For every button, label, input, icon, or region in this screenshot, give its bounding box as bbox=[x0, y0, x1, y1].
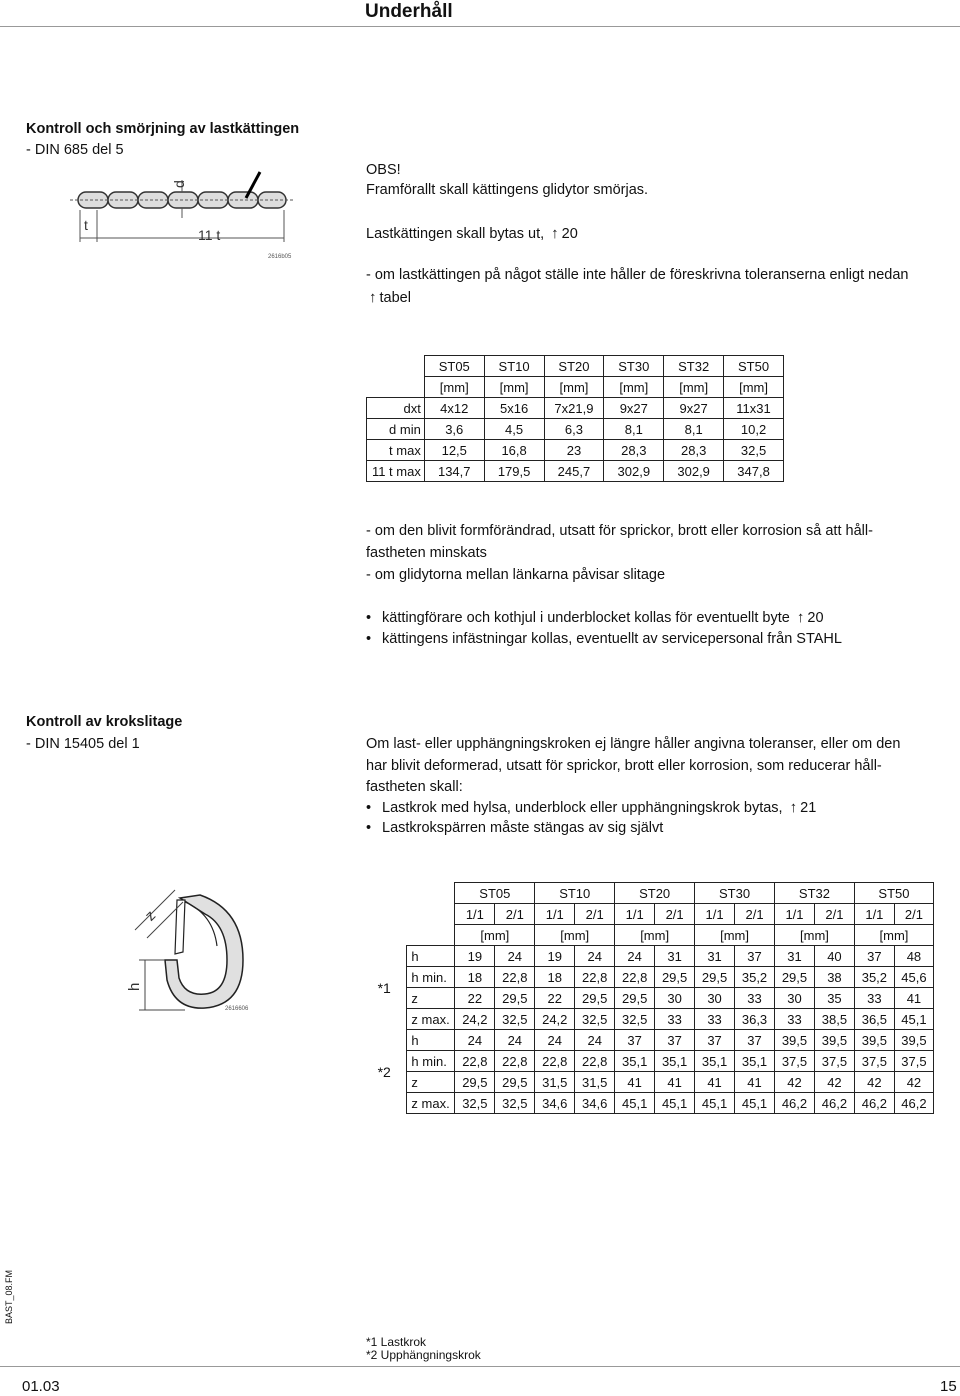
cond3-line: - om glidytorna mellan länkarna påvisar slitage bbox=[366, 567, 666, 583]
group-label: *1 bbox=[377, 979, 391, 996]
table-cell: 37 bbox=[735, 1030, 775, 1051]
row-label: z bbox=[407, 988, 455, 1009]
table-corner bbox=[367, 356, 425, 398]
table-cell: 16,8 bbox=[484, 440, 544, 461]
table-cell: 9x27 bbox=[664, 398, 724, 419]
group-label: *2 bbox=[377, 1063, 391, 1080]
unit-cell: [mm] bbox=[604, 377, 664, 398]
replace-ref: 20 bbox=[561, 226, 578, 242]
table-cell: 22 bbox=[455, 988, 495, 1009]
table-cell: 46,2 bbox=[814, 1093, 854, 1114]
col-header: ST32 bbox=[664, 356, 724, 377]
reference-arrow-icon: ↑ bbox=[789, 799, 798, 816]
table-cell: 10,2 bbox=[724, 419, 784, 440]
table-cell: 29,5 bbox=[455, 1072, 495, 1093]
table-row bbox=[362, 1072, 934, 1093]
table-cell: 35 bbox=[814, 988, 854, 1009]
table-cell: 302,9 bbox=[604, 461, 664, 482]
section-subtitle-hook: - DIN 15405 del 1 bbox=[26, 736, 140, 752]
table-cell: 24 bbox=[455, 1030, 495, 1051]
table-cell: 37 bbox=[854, 946, 894, 967]
table-cell: 29,5 bbox=[575, 988, 615, 1009]
cond1-tabel: tabel bbox=[379, 290, 411, 306]
table-cell: 24,2 bbox=[455, 1009, 495, 1030]
table-row bbox=[362, 1009, 934, 1030]
table-cell: 29,5 bbox=[655, 967, 695, 988]
table-cell: 33 bbox=[735, 988, 775, 1009]
ratio-cell: 1/1 bbox=[535, 904, 575, 925]
label-h: h bbox=[126, 982, 143, 991]
table-cell: 33 bbox=[775, 1009, 815, 1030]
reference-arrow-icon: ↑ bbox=[551, 225, 559, 242]
unit-cell: [mm] bbox=[455, 925, 535, 946]
row-label: z max. bbox=[407, 1093, 455, 1114]
row-label: h bbox=[407, 1030, 455, 1051]
table-cell: 39,5 bbox=[775, 1030, 815, 1051]
col-header: ST20 bbox=[615, 883, 695, 904]
table-row bbox=[362, 1093, 934, 1114]
table-cell: 29,5 bbox=[495, 1072, 535, 1093]
bullet-text: kättingens infästningar kollas, eventuellt av servicepersonal från STAHL bbox=[382, 631, 842, 647]
table-cell: 3,6 bbox=[424, 419, 484, 440]
table-row bbox=[367, 440, 784, 461]
table-cell: 33 bbox=[695, 1009, 735, 1030]
section-subtitle-chain: - DIN 685 del 5 bbox=[26, 142, 124, 158]
table-cell: 48 bbox=[894, 946, 933, 967]
table-cell: 41 bbox=[615, 1072, 655, 1093]
table-corner bbox=[362, 883, 455, 904]
table-cell: 42 bbox=[775, 1072, 815, 1093]
bullet-item bbox=[366, 609, 824, 626]
cond1-line-b bbox=[366, 289, 411, 306]
table-cell: 37,5 bbox=[854, 1051, 894, 1072]
page-title: Underhåll bbox=[365, 1, 453, 22]
chain-diagram bbox=[70, 160, 300, 265]
t2-body bbox=[362, 946, 934, 1114]
table-row bbox=[362, 1051, 934, 1072]
table-cell: 24 bbox=[495, 1030, 535, 1051]
table-cell: 22,8 bbox=[535, 1051, 575, 1072]
table-row bbox=[367, 398, 784, 419]
row-label: h min. bbox=[407, 967, 455, 988]
table-cell: 31 bbox=[775, 946, 815, 967]
table-cell: 37,5 bbox=[775, 1051, 815, 1072]
table-cell: 37,5 bbox=[814, 1051, 854, 1072]
table-cell: 179,5 bbox=[484, 461, 544, 482]
table-cell: 18 bbox=[535, 967, 575, 988]
reference-arrow-icon: ↑ bbox=[369, 289, 377, 306]
hook-text-2: har blivit deformerad, utsatt för sprickor, brott eller korrosion, som reducerar håll- bbox=[366, 758, 882, 774]
ratio-cell: 2/1 bbox=[894, 904, 933, 925]
table-cell: 45,1 bbox=[655, 1093, 695, 1114]
bullet-item bbox=[366, 820, 663, 836]
table-cell: 35,2 bbox=[854, 967, 894, 988]
hook-text-1: Om last- eller upphängningskroken ej längre håller angivna toleranser, eller om den bbox=[366, 736, 901, 752]
table-cell: 29,5 bbox=[615, 988, 655, 1009]
table-row bbox=[362, 988, 934, 1009]
table-cell: 32,5 bbox=[724, 440, 784, 461]
table-cell: 24 bbox=[535, 1030, 575, 1051]
figure-code: 2616606 bbox=[225, 1006, 249, 1012]
label-d: d bbox=[171, 180, 187, 188]
bullet-text: Lastkrok med hylsa, underblock eller upphängningskrok bytas, bbox=[382, 800, 783, 816]
obs-text: Framförallt skall kättingens glidytor smörjas. bbox=[366, 182, 649, 198]
table-cell: 40 bbox=[814, 946, 854, 967]
table-cell: 29,5 bbox=[695, 967, 735, 988]
table-cell: 9x27 bbox=[604, 398, 664, 419]
table-cell: 23 bbox=[544, 440, 604, 461]
ratio-cell: 1/1 bbox=[854, 904, 894, 925]
label-11t: 11 t bbox=[198, 227, 221, 243]
table-cell: 39,5 bbox=[814, 1030, 854, 1051]
bullet-item bbox=[366, 631, 842, 647]
table-cell: 22,8 bbox=[615, 967, 655, 988]
bullet-text: Lastkrokspärren måste stängas av sig självt bbox=[382, 820, 664, 836]
table-cell: 35,2 bbox=[735, 967, 775, 988]
col-header: ST50 bbox=[724, 356, 784, 377]
table-cell: 11x31 bbox=[724, 398, 784, 419]
bullet-icon: • bbox=[366, 800, 372, 816]
col-header: ST10 bbox=[535, 883, 615, 904]
footer-rule bbox=[0, 1366, 960, 1367]
col-header: ST50 bbox=[854, 883, 933, 904]
table-cell: 37,5 bbox=[894, 1051, 933, 1072]
table-cell: 29,5 bbox=[775, 967, 815, 988]
table-cell: 7x21,9 bbox=[544, 398, 604, 419]
table-cell: 45,1 bbox=[894, 1009, 933, 1030]
bullet-item bbox=[366, 799, 816, 816]
bullet-ref: 21 bbox=[800, 800, 817, 816]
col-header: ST30 bbox=[604, 356, 664, 377]
unit-cell: [mm] bbox=[664, 377, 724, 398]
table-cell: 22 bbox=[535, 988, 575, 1009]
table-cell: 24 bbox=[615, 946, 655, 967]
table-row bbox=[367, 461, 784, 482]
file-name: BAST_08.FM bbox=[4, 1269, 14, 1324]
section-title-hook: Kontroll av krokslitage bbox=[26, 714, 183, 730]
table-cell: 31,5 bbox=[535, 1072, 575, 1093]
table-cell: 32,5 bbox=[495, 1009, 535, 1030]
table-cell: 22,8 bbox=[575, 1051, 615, 1072]
table-cell: 5x16 bbox=[484, 398, 544, 419]
label-z: z bbox=[141, 907, 160, 925]
table-cell: 37 bbox=[655, 1030, 695, 1051]
section-title-chain: Kontroll och smörjning av lastkättingen bbox=[26, 121, 300, 137]
table-cell: 30 bbox=[775, 988, 815, 1009]
col-header: ST30 bbox=[695, 883, 775, 904]
table-cell: 41 bbox=[655, 1072, 695, 1093]
footer-date: 01.03 bbox=[22, 1378, 60, 1395]
table-cell: 6,3 bbox=[544, 419, 604, 440]
table-cell: 42 bbox=[854, 1072, 894, 1093]
table-row bbox=[362, 946, 934, 967]
table-row bbox=[367, 419, 784, 440]
figure-code: 2616b05 bbox=[268, 254, 292, 260]
col-header: ST20 bbox=[544, 356, 604, 377]
table-cell: 24 bbox=[575, 1030, 615, 1051]
table-cell: 22,8 bbox=[455, 1051, 495, 1072]
bullet-ref: 20 bbox=[807, 610, 824, 626]
ratio-cell: 1/1 bbox=[775, 904, 815, 925]
table-cell: 24 bbox=[575, 946, 615, 967]
table-cell: 134,7 bbox=[424, 461, 484, 482]
hook-diagram bbox=[125, 880, 260, 1020]
table-cell: 8,1 bbox=[664, 419, 724, 440]
table-cell: 37 bbox=[735, 946, 775, 967]
table-cell: 19 bbox=[535, 946, 575, 967]
hook-text-3: fastheten skall: bbox=[366, 779, 463, 795]
table-cell: 28,3 bbox=[604, 440, 664, 461]
row-label: dxt bbox=[367, 398, 425, 419]
table-cell: 32,5 bbox=[575, 1009, 615, 1030]
table-cell: 41 bbox=[695, 1072, 735, 1093]
t1-body bbox=[367, 398, 784, 482]
table-ratio-row bbox=[362, 904, 934, 925]
table-cell: 30 bbox=[655, 988, 695, 1009]
bullet-icon: • bbox=[366, 631, 372, 647]
table-cell: 45,1 bbox=[695, 1093, 735, 1114]
footnote-1: *1 Lastkrok bbox=[366, 1335, 427, 1349]
table-cell: 46,2 bbox=[854, 1093, 894, 1114]
table-cell: 24,2 bbox=[535, 1009, 575, 1030]
page-header bbox=[0, 0, 960, 27]
unit-cell: [mm] bbox=[695, 925, 775, 946]
table-cell: 42 bbox=[894, 1072, 933, 1093]
table-cell: 35,1 bbox=[615, 1051, 655, 1072]
table-cell: 30 bbox=[695, 988, 735, 1009]
unit-cell: [mm] bbox=[535, 925, 615, 946]
ratio-cell: 2/1 bbox=[495, 904, 535, 925]
unit-cell: [mm] bbox=[544, 377, 604, 398]
chain-tolerance-table bbox=[366, 355, 784, 482]
col-header: ST05 bbox=[424, 356, 484, 377]
table-cell: 4,5 bbox=[484, 419, 544, 440]
table-cell: 38,5 bbox=[814, 1009, 854, 1030]
table-cell: 46,2 bbox=[775, 1093, 815, 1114]
ratio-cell: 2/1 bbox=[575, 904, 615, 925]
table-cell: 31,5 bbox=[575, 1072, 615, 1093]
table-unit-row bbox=[362, 925, 934, 946]
table-cell: 31 bbox=[655, 946, 695, 967]
col-header: ST10 bbox=[484, 356, 544, 377]
unit-cell: [mm] bbox=[854, 925, 933, 946]
table-cell: 35,1 bbox=[735, 1051, 775, 1072]
cond1-line-a: - om lastkättingen på något ställe inte håller de föreskrivna toleranserna enligt nedan bbox=[366, 267, 909, 283]
table-header-row bbox=[362, 883, 934, 904]
row-label: 11 t max bbox=[367, 461, 425, 482]
table-cell: 39,5 bbox=[854, 1030, 894, 1051]
unit-cell: [mm] bbox=[724, 377, 784, 398]
table-cell: 39,5 bbox=[894, 1030, 933, 1051]
ratio-cell: 1/1 bbox=[455, 904, 495, 925]
table-cell: 8,1 bbox=[604, 419, 664, 440]
table-cell: 35,1 bbox=[695, 1051, 735, 1072]
obs-label: OBS! bbox=[366, 162, 401, 178]
table-cell: 35,1 bbox=[655, 1051, 695, 1072]
table-cell: 33 bbox=[854, 988, 894, 1009]
table-cell: 22,8 bbox=[495, 967, 535, 988]
table-cell: 42 bbox=[814, 1072, 854, 1093]
bullet-icon: • bbox=[366, 820, 372, 836]
table-cell: 34,6 bbox=[575, 1093, 615, 1114]
table-cell: 37 bbox=[615, 1030, 655, 1051]
table-cell: 28,3 bbox=[664, 440, 724, 461]
table-cell: 45,1 bbox=[615, 1093, 655, 1114]
replace-text: Lastkättingen skall bytas ut, bbox=[366, 226, 545, 242]
table-cell: 12,5 bbox=[424, 440, 484, 461]
table-cell: 4x12 bbox=[424, 398, 484, 419]
col-header: ST05 bbox=[455, 883, 535, 904]
table-cell: 41 bbox=[735, 1072, 775, 1093]
table-cell: 22,8 bbox=[495, 1051, 535, 1072]
cond2-line-b: fastheten minskats bbox=[366, 545, 487, 561]
table-cell: 45,6 bbox=[894, 967, 933, 988]
table-cell: 18 bbox=[455, 967, 495, 988]
table-cell: 46,2 bbox=[894, 1093, 933, 1114]
table-cell: 302,9 bbox=[664, 461, 724, 482]
table-cell: 32,5 bbox=[455, 1093, 495, 1114]
row-label: h bbox=[407, 946, 455, 967]
table-cell: 245,7 bbox=[544, 461, 604, 482]
unit-cell: [mm] bbox=[484, 377, 544, 398]
unit-cell: [mm] bbox=[424, 377, 484, 398]
table-cell: 38 bbox=[814, 967, 854, 988]
replace-line bbox=[366, 225, 578, 242]
unit-cell: [mm] bbox=[775, 925, 855, 946]
ratio-cell: 2/1 bbox=[655, 904, 695, 925]
page-number: 15 bbox=[940, 1378, 957, 1395]
table-cell: 36,5 bbox=[854, 1009, 894, 1030]
table-cell: 19 bbox=[455, 946, 495, 967]
table-unit-row bbox=[367, 377, 784, 398]
row-label: z max. bbox=[407, 1009, 455, 1030]
table-cell: 36,3 bbox=[735, 1009, 775, 1030]
cond2-line-a: - om den blivit formförändrad, utsatt för sprickor, brott eller korrosion så att håll- bbox=[366, 523, 873, 539]
table-cell: 37 bbox=[695, 1030, 735, 1051]
hook-tolerance-table bbox=[362, 882, 934, 1114]
table-header-row bbox=[367, 356, 784, 377]
table-row bbox=[362, 1030, 934, 1051]
table-cell: 41 bbox=[894, 988, 933, 1009]
table-cell: 34,6 bbox=[535, 1093, 575, 1114]
footnote-2: *2 Upphängningskrok bbox=[366, 1348, 481, 1362]
table-row bbox=[362, 967, 934, 988]
table-cell: 33 bbox=[655, 1009, 695, 1030]
table-cell: 29,5 bbox=[495, 988, 535, 1009]
ratio-cell: 2/1 bbox=[735, 904, 775, 925]
reference-arrow-icon: ↑ bbox=[796, 609, 805, 626]
table-cell: 22,8 bbox=[575, 967, 615, 988]
table-cell: 24 bbox=[495, 946, 535, 967]
col-header: ST32 bbox=[775, 883, 855, 904]
row-label: h min. bbox=[407, 1051, 455, 1072]
ratio-cell: 1/1 bbox=[695, 904, 735, 925]
unit-cell: [mm] bbox=[615, 925, 695, 946]
table-cell: 32,5 bbox=[495, 1093, 535, 1114]
bullet-icon: • bbox=[366, 610, 372, 626]
row-label: t max bbox=[367, 440, 425, 461]
table-cell: 32,5 bbox=[615, 1009, 655, 1030]
table-cell: 31 bbox=[695, 946, 735, 967]
row-label: z bbox=[407, 1072, 455, 1093]
ratio-cell: 2/1 bbox=[814, 904, 854, 925]
table-cell: 45,1 bbox=[735, 1093, 775, 1114]
row-label: d min bbox=[367, 419, 425, 440]
bullet-text: kättingförare och kothjul i underblocket kollas för eventuellt byte bbox=[382, 610, 790, 626]
ratio-cell: 1/1 bbox=[615, 904, 655, 925]
table-cell: 347,8 bbox=[724, 461, 784, 482]
label-t: t bbox=[84, 217, 88, 233]
